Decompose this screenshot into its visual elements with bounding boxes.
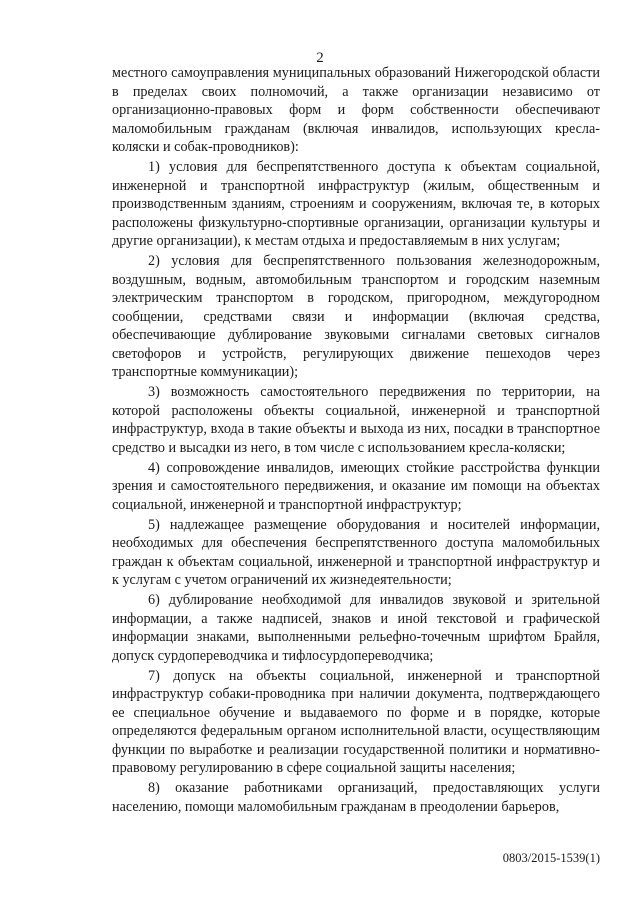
list-item-4: 4) сопровождение инвалидов, имеющих стойкие расстройства функции зрения и самостоятельного передвижения, и оказание им помощи на объектах социальной, инженерной и транспортной инфраструктур;	[112, 459, 600, 513]
list-item-3: 3) возможность самостоятельного передвижения по территории, на которой расположены объекты социальной, инженерной и транспортной инфраструктур, входа в такие объекты и выхода из них, посадки в транспортное средство и высадки из него, в том числе с использованием кресла-коляски;	[112, 384, 600, 456]
document-code: 0803/2015-1539(1)	[502, 851, 600, 865]
list-item-5: 5) надлежащее размещение оборудования и носителей информации, необходимых для обеспечения беспрепятственного доступа маломобильных граждан к объектам социальной, инженерной и транспортной инфраструктур и к услугам с учетом ограничений их жизнедеятельности;	[112, 516, 600, 588]
page-number: 2	[316, 50, 324, 66]
list-item-2: 2) условия для беспрепятственного пользования железнодорожным, воздушным, водным, автомобильным транспортом и городским наземным электрическим транспортом в городском, пригородном, междугородном сообщении, средствами связи и информации (включая средства, обеспечивающие дублирование звуковыми сигналами световых сигналов светофоров и устройств, регулирующих движение пешеходов через транспортные коммуникации);	[112, 253, 600, 380]
list-item-6: 6) дублирование необходимой для инвалидов звуковой и зрительной информации, а также надписей, знаков и иной текстовой и графической информации знаками, выполненными рельефно-точечным шрифтом Брайля, допуск сурдопереводчика и тифлосурдопереводчика;	[112, 592, 600, 664]
intro-paragraph: местного самоуправления муниципальных образований Нижегородской области в пределах своих полномочий, а также организации независимо от организационно-правовых форм и форм собственности обеспечивают маломобильным гражданам (включая инвалидов, использующих кресла-коляски и собак-проводников):	[112, 65, 600, 155]
list-item-1: 1) условия для беспрепятственного доступа к объектам социальной, инженерной и транспортной инфраструктур (жилым, общественным и производственным зданиям, строениям и сооружениям, включая те, в которых расположены физкультурно-спортивные организации, организации культуры и другие организации), к местам отдыха и предоставляемым в них услугам;	[112, 159, 600, 249]
list-item-8: 8) оказание работниками организаций, предоставляющих услуги населению, помощи маломобильным гражданам в преодолении барьеров,	[112, 780, 600, 815]
document-body	[112, 64, 600, 818]
list-item-7: 7) допуск на объекты социальной, инженерной и транспортной инфраструктур собаки-проводника при наличии документа, подтверждающего ее специальное обучение и выдаваемого по форме и в порядке, которые определяются федеральным органом исполнительной власти, осуществляющим функции по выработке и реализации государственной политики и нормативно-правовому регулированию в сфере социальной защиты населения;	[112, 667, 600, 776]
